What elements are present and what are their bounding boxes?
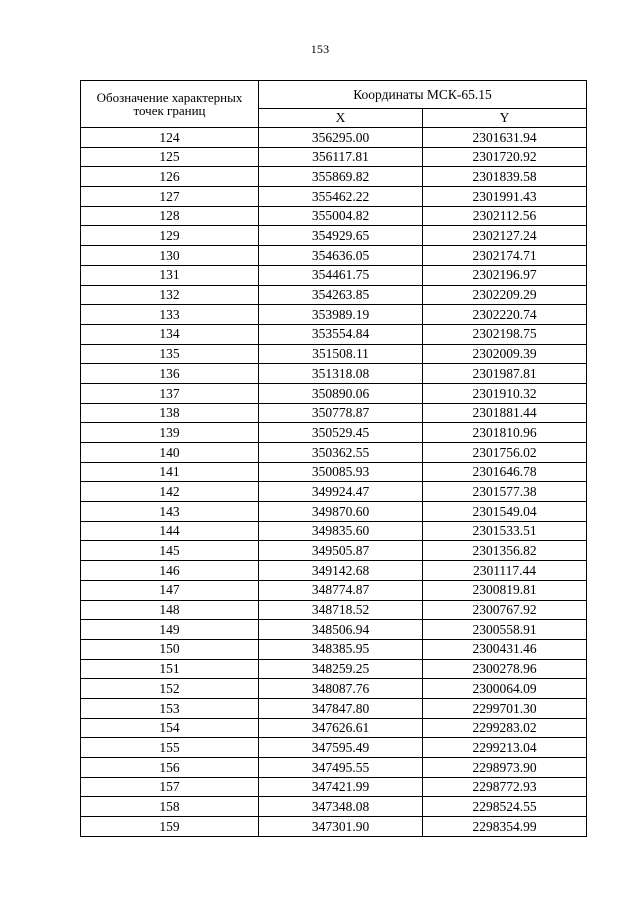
point-cell: 136 [81, 364, 259, 384]
x-coordinate-cell: 348506.94 [259, 620, 423, 640]
table-row [81, 738, 587, 758]
point-cell: 124 [81, 128, 259, 148]
table-row [81, 206, 587, 226]
table-row [81, 659, 587, 679]
y-coordinate-cell: 2300558.91 [423, 620, 587, 640]
point-cell: 139 [81, 423, 259, 443]
table-row [81, 403, 587, 423]
table-row [81, 246, 587, 266]
table-row [81, 305, 587, 325]
point-cell: 157 [81, 777, 259, 797]
x-coordinate-cell: 349505.87 [259, 541, 423, 561]
x-coordinate-cell: 350778.87 [259, 403, 423, 423]
x-coordinate-cell: 347495.55 [259, 758, 423, 778]
table-row [81, 817, 587, 837]
table-row [81, 541, 587, 561]
y-coordinate-cell: 2302220.74 [423, 305, 587, 325]
x-coordinate-cell: 354636.05 [259, 246, 423, 266]
x-coordinate-cell: 349870.60 [259, 502, 423, 522]
table-row [81, 443, 587, 463]
x-coordinate-cell: 350890.06 [259, 383, 423, 403]
x-coordinate-cell: 350362.55 [259, 443, 423, 463]
y-coordinate-cell: 2298772.93 [423, 777, 587, 797]
point-cell: 128 [81, 206, 259, 226]
point-cell: 142 [81, 482, 259, 502]
table-row [81, 383, 587, 403]
point-cell: 125 [81, 147, 259, 167]
x-coordinate-cell: 348774.87 [259, 580, 423, 600]
x-coordinate-cell: 353989.19 [259, 305, 423, 325]
point-cell: 149 [81, 620, 259, 640]
table-row [81, 265, 587, 285]
point-header-line1: Обозначение характерных [96, 90, 243, 105]
x-coordinate-cell: 347847.80 [259, 698, 423, 718]
point-cell: 143 [81, 502, 259, 522]
x-coordinate-cell: 347626.61 [259, 718, 423, 738]
table-row [81, 600, 587, 620]
x-coordinate-cell: 356295.00 [259, 128, 423, 148]
y-coordinate-cell: 2301533.51 [423, 521, 587, 541]
point-cell: 154 [81, 718, 259, 738]
y-coordinate-cell: 2300278.96 [423, 659, 587, 679]
point-cell: 144 [81, 521, 259, 541]
y-coordinate-cell: 2301117.44 [423, 561, 587, 581]
y-coordinate-cell: 2301577.38 [423, 482, 587, 502]
x-coordinate-cell: 354461.75 [259, 265, 423, 285]
point-cell: 135 [81, 344, 259, 364]
x-coordinate-cell: 351508.11 [259, 344, 423, 364]
table-row [81, 187, 587, 207]
table-row [81, 698, 587, 718]
y-coordinate-cell: 2299283.02 [423, 718, 587, 738]
y-coordinate-cell: 2302196.97 [423, 265, 587, 285]
point-cell: 156 [81, 758, 259, 778]
y-coordinate-cell: 2300767.92 [423, 600, 587, 620]
page-number: 153 [310, 42, 330, 56]
x-coordinate-cell: 351318.08 [259, 364, 423, 384]
y-coordinate-cell: 2302198.75 [423, 324, 587, 344]
y-coordinate-cell: 2301720.92 [423, 147, 587, 167]
y-coordinate-cell: 2301356.82 [423, 541, 587, 561]
y-coordinate-cell: 2300064.09 [423, 679, 587, 699]
table-row [81, 521, 587, 541]
y-coordinate-cell: 2298524.55 [423, 797, 587, 817]
table-row [81, 482, 587, 502]
y-coordinate-cell: 2300819.81 [423, 580, 587, 600]
y-coordinate-cell: 2301646.78 [423, 462, 587, 482]
y-coordinate-cell: 2298973.90 [423, 758, 587, 778]
point-cell: 153 [81, 698, 259, 718]
x-column-header: X [259, 109, 423, 128]
point-cell: 152 [81, 679, 259, 699]
point-cell: 126 [81, 167, 259, 187]
table-row [81, 777, 587, 797]
table-row [81, 797, 587, 817]
table-row [81, 128, 587, 148]
x-coordinate-cell: 348259.25 [259, 659, 423, 679]
y-coordinate-cell: 2301549.04 [423, 502, 587, 522]
table-row [81, 167, 587, 187]
table-row [81, 718, 587, 738]
point-cell: 146 [81, 561, 259, 581]
table-row [81, 561, 587, 581]
y-coordinate-cell: 2301839.58 [423, 167, 587, 187]
x-coordinate-cell: 348385.95 [259, 639, 423, 659]
x-coordinate-cell: 353554.84 [259, 324, 423, 344]
table-row [81, 679, 587, 699]
point-cell: 133 [81, 305, 259, 325]
point-column-header [81, 81, 259, 128]
y-coordinate-cell: 2301987.81 [423, 364, 587, 384]
y-coordinate-cell: 2298354.99 [423, 817, 587, 837]
point-cell: 158 [81, 797, 259, 817]
table-row [81, 502, 587, 522]
point-cell: 147 [81, 580, 259, 600]
y-coordinate-cell: 2299701.30 [423, 698, 587, 718]
y-coordinate-cell: 2302174.71 [423, 246, 587, 266]
x-coordinate-cell: 347348.08 [259, 797, 423, 817]
y-coordinate-cell: 2301756.02 [423, 443, 587, 463]
coordinates-table [80, 80, 587, 837]
table-row [81, 226, 587, 246]
table-row [81, 285, 587, 305]
point-cell: 155 [81, 738, 259, 758]
table-row [81, 423, 587, 443]
x-coordinate-cell: 355462.22 [259, 187, 423, 207]
point-cell: 148 [81, 600, 259, 620]
x-coordinate-cell: 350529.45 [259, 423, 423, 443]
table-body [81, 128, 587, 837]
table-row [81, 364, 587, 384]
x-coordinate-cell: 349924.47 [259, 482, 423, 502]
y-coordinate-cell: 2302112.56 [423, 206, 587, 226]
y-column-header: Y [423, 109, 587, 128]
table-header [81, 81, 587, 128]
point-cell: 138 [81, 403, 259, 423]
point-cell: 141 [81, 462, 259, 482]
point-cell: 130 [81, 246, 259, 266]
x-coordinate-cell: 347301.90 [259, 817, 423, 837]
coordinates-header: Координаты МСК-65.15 [259, 81, 587, 109]
y-coordinate-cell: 2302127.24 [423, 226, 587, 246]
point-cell: 129 [81, 226, 259, 246]
x-coordinate-cell: 356117.81 [259, 147, 423, 167]
y-coordinate-cell: 2301881.44 [423, 403, 587, 423]
y-coordinate-cell: 2301631.94 [423, 128, 587, 148]
x-coordinate-cell: 354929.65 [259, 226, 423, 246]
point-cell: 151 [81, 659, 259, 679]
point-cell: 137 [81, 383, 259, 403]
table-row [81, 147, 587, 167]
x-coordinate-cell: 347421.99 [259, 777, 423, 797]
point-cell: 150 [81, 639, 259, 659]
point-cell: 145 [81, 541, 259, 561]
x-coordinate-cell: 348087.76 [259, 679, 423, 699]
x-coordinate-cell: 354263.85 [259, 285, 423, 305]
table-row [81, 620, 587, 640]
point-cell: 134 [81, 324, 259, 344]
x-coordinate-cell: 347595.49 [259, 738, 423, 758]
y-coordinate-cell: 2301991.43 [423, 187, 587, 207]
point-header-line2: точек границ [133, 103, 206, 118]
x-coordinate-cell: 349142.68 [259, 561, 423, 581]
y-coordinate-cell: 2302009.39 [423, 344, 587, 364]
point-cell: 159 [81, 817, 259, 837]
point-cell: 131 [81, 265, 259, 285]
table-row [81, 639, 587, 659]
table-row [81, 344, 587, 364]
table-row [81, 462, 587, 482]
y-coordinate-cell: 2300431.46 [423, 639, 587, 659]
point-cell: 127 [81, 187, 259, 207]
x-coordinate-cell: 355004.82 [259, 206, 423, 226]
y-coordinate-cell: 2301910.32 [423, 383, 587, 403]
table-row [81, 324, 587, 344]
y-coordinate-cell: 2299213.04 [423, 738, 587, 758]
x-coordinate-cell: 348718.52 [259, 600, 423, 620]
x-coordinate-cell: 355869.82 [259, 167, 423, 187]
table-row [81, 580, 587, 600]
point-cell: 132 [81, 285, 259, 305]
x-coordinate-cell: 350085.93 [259, 462, 423, 482]
y-coordinate-cell: 2301810.96 [423, 423, 587, 443]
table-row [81, 758, 587, 778]
point-cell: 140 [81, 443, 259, 463]
y-coordinate-cell: 2302209.29 [423, 285, 587, 305]
x-coordinate-cell: 349835.60 [259, 521, 423, 541]
